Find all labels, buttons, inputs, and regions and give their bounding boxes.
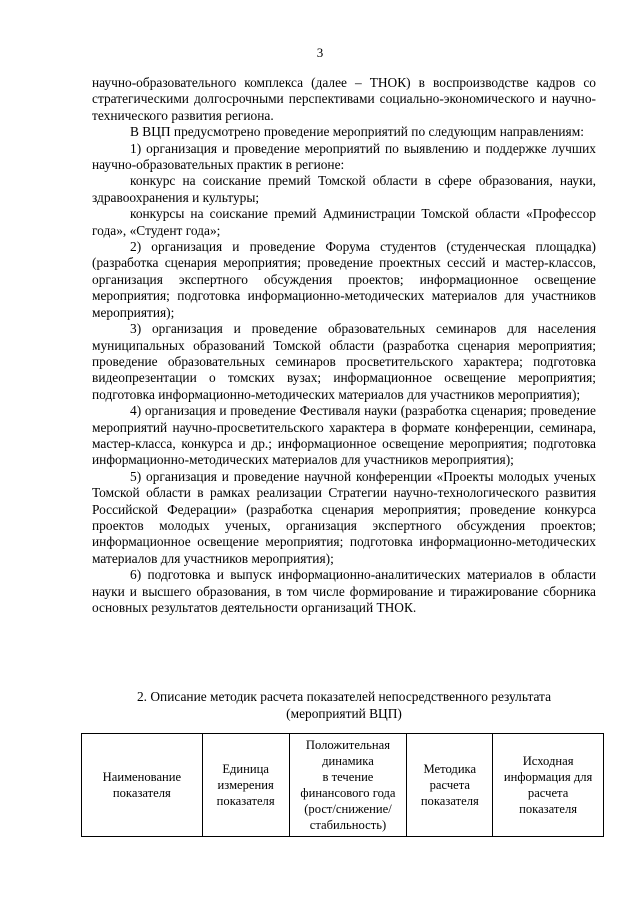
paragraph: 6) подготовка и выпуск информационно-аналитических материалов в области науки и высшего образования, в том числе формирование и тиражирование сборника основных результатов деятельности организаций ТНОК. (92, 567, 596, 615)
paragraph: 2) организация и проведение Форума студентов (студенческая площадка) (разработка сценария мероприятия; проведение проектных сессий и мастер-классов, организация экспертного обсуждения проектов; информационное освещение мероприятия; подготовка информационно-методических материалов для участников мероприятия); (92, 239, 596, 320)
paragraph: конкурсы на соискание премий Администрации Томской области «Профессор года», «Студент года»; (92, 206, 596, 238)
table-header-row (82, 734, 604, 837)
header-cell-dynamics: Положительная динамика в течение финансового года (рост/снижение/ стабильность) (289, 734, 407, 837)
paragraph: конкурс на соискание премий Томской области в сфере образования, науки, здравоохранения и культуры; (92, 173, 596, 205)
paragraph: 5) организация и проведение научной конференции «Проекты молодых ученых Томской области в рамках реализации Стратегии научно-технологического развития Российской Федерации» (разработка сценария мероприятия; проведение конкурса проектов молодых ученых, организация экспертного обсуждения проектов; информационное освещение мероприятия; подготовка информационно-методических материалов для участников мероприятия); (92, 468, 596, 566)
page-number: 3 (316, 45, 324, 60)
header-cell-unit: Единица измерения показателя (202, 734, 289, 837)
indicators-table (81, 733, 604, 837)
section-heading-line: 2. Описание методик расчета показателей непосредственного результата (136, 689, 552, 704)
paragraph: 4) организация и проведение Фестиваля науки (разработка сценария; проведение мероприятий научно-просветительского характера в формате конференции, семинара, мастер-класса, конкурса и др.; информационное освещение мероприятия; подготовка информационно-методических материалов для участников мероприятия); (92, 403, 596, 468)
document-body (92, 75, 596, 616)
header-cell-method: Методика расчета показателя (407, 734, 493, 837)
paragraph: научно-образовательного комплекса (далее – ТНОК) в воспроизводстве кадров со стратегическими долгосрочными перспективами социально-экономического и научно-технического развития региона. (92, 75, 596, 123)
section-heading-line: (мероприятий ВЦП) (286, 706, 402, 721)
header-cell-source-info: Исходная информация для расчета показателя (493, 734, 604, 837)
section-heading (92, 688, 596, 722)
paragraph: 1) организация и проведение мероприятий по выявлению и поддержке лучших научно-образовательных практик в регионе: (92, 140, 596, 173)
paragraph: В ВЦП предусмотрено проведение мероприятий по следующим направлениям: (130, 124, 584, 140)
header-cell-indicator-name: Наименование показателя (82, 734, 203, 837)
paragraph: 3) организация и проведение образовательных семинаров для населения муниципальных образований Томской области (разработка сценария мероприятия; проведение образовательных семинаров просветительского характера; подготовка видеопрезентации о томских вузах; информационное освещение мероприятия; подготовка информационно-методических материалов для участников мероприятия); (92, 321, 596, 402)
